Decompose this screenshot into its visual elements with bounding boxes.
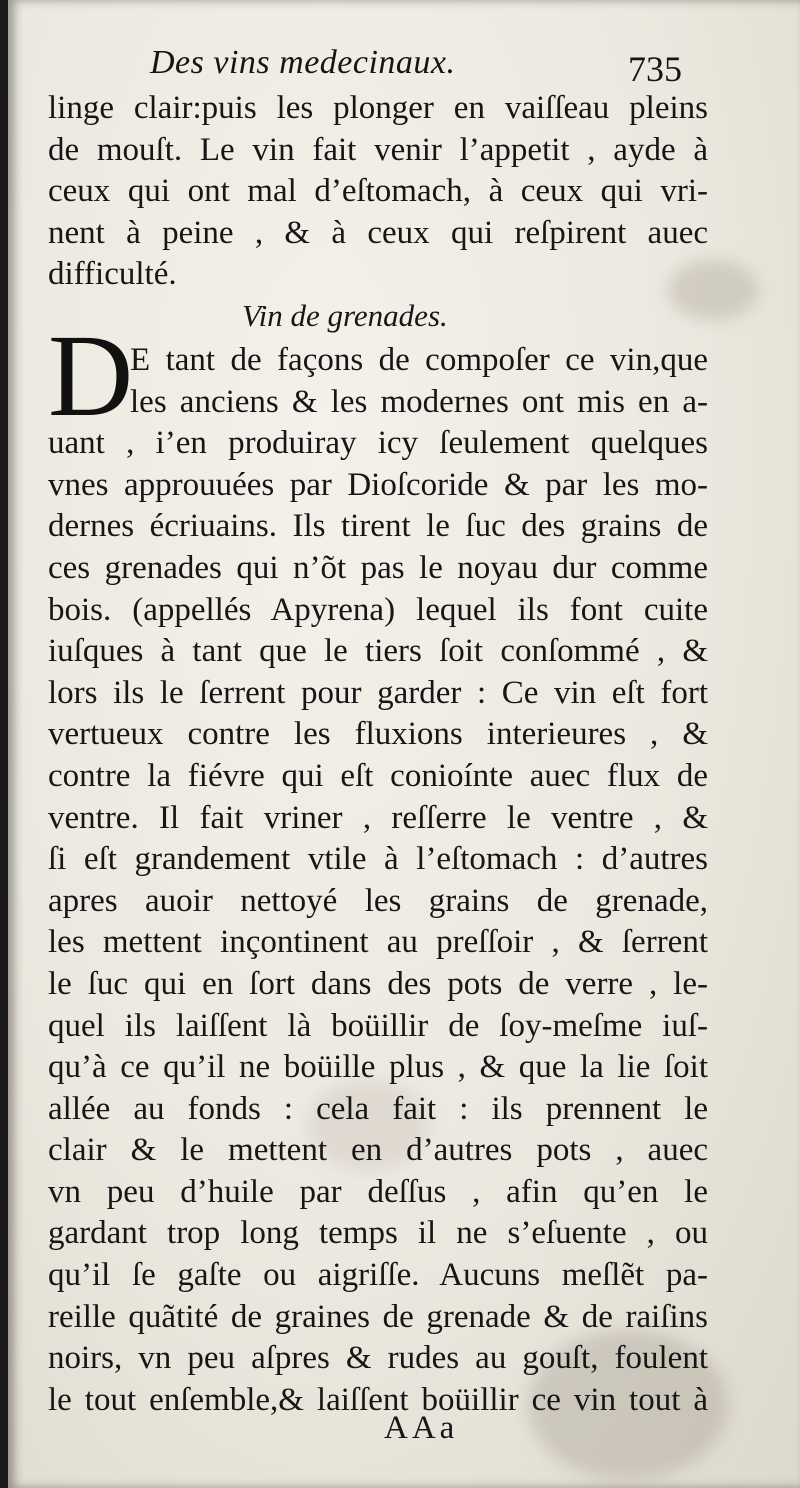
text-line: bois. (appellés Apyrena) lequel ils font cuite [48,591,708,628]
text-line: qu’à ce qu’il ne boüille plus , & que la lie ſoit [48,1049,708,1086]
text-line: lors ils le ſerrent pour garder : Ce vin eſt fort [48,674,708,711]
text-line: noirs, vn peu aſpres & rudes au gouſt, foulent [48,1340,708,1377]
text-line: E tant de façons de compoſer ce vin,que [130,342,708,378]
text-line: ceux qui ont mal d’eſtomach, à ceux qui vri- [48,173,708,210]
text-line: linge clair:puis les plonger en vaiſſeau pleins [48,90,708,126]
text-line: uant , i’en produiray icy ſeulement quelques [48,425,708,462]
text-line: allée au fonds : cela fait : ils prennent le [48,1090,708,1127]
text-line: vn peu d’huile par deſſus , afin qu’en le [48,1173,708,1210]
text-line: vertueux contre les fluxions interieures , & [48,716,708,753]
signature-mark: AAa [384,1410,459,1446]
text-line: le ſuc qui en ſort dans des pots de verre , le- [48,965,708,1002]
text-line: apres auoir nettoyé les grains de grenade, [48,882,708,919]
running-title: Des vins medecinaux. [150,44,456,81]
text-line: dernes écriuains. Ils tirent le ſuc des grains de [48,508,708,545]
text-line: contre la fiévre qui eſt conioínte auec flux de [48,757,708,794]
page-header [0,36,800,96]
text-line: les anciens & les modernes ont mis en a- [130,383,708,420]
section-title: Vin de grenades. [242,298,448,333]
text-line: quel ils laiſſent là boüillir de ſoy-meſme iuſ- [48,1007,708,1044]
text-line: qu’il ſe gaſte ou aigriſſe. Aucuns meſlẽt pa- [48,1257,708,1294]
drop-cap: D [48,310,134,441]
text-line: gardant trop long temps il ne s’eſuente , ou [48,1215,708,1252]
text-line: de mouſt. Le vin fait venir l’appetit , ayde à [48,131,708,168]
text-line: les mettent inçontinent au preſſoir , & ſerrent [48,924,708,961]
page-number: 735 [628,49,682,89]
continued-paragraph [48,88,708,296]
text-line: clair & le mettent en d’autres pots , auec [48,1132,708,1169]
text-line: ſi eſt grandement vtile à l’eſtomach : d’autres [48,841,708,878]
text-line: vnes approuuées par Dioſcoride & par les mo- [48,466,708,503]
text-line: reille quãtité de graines de grenade & de raiſins [48,1298,708,1335]
text-line: iuſques à tant que le tiers ſoit conſommé , & [48,633,708,670]
main-paragraph [48,340,708,1421]
text-line: le tout enſemble,& laiſſent boüillir ce vin tout à [48,1381,708,1418]
text-line: ventre. Il fait vriner , reſſerre le ventre , & [48,799,708,836]
text-line: nent à peine , & à ceux qui reſpirent auec [48,214,708,251]
text-line: ces grenades qui n’õt pas le noyau dur comme [48,549,708,586]
text-line: difficulté. [48,256,177,293]
